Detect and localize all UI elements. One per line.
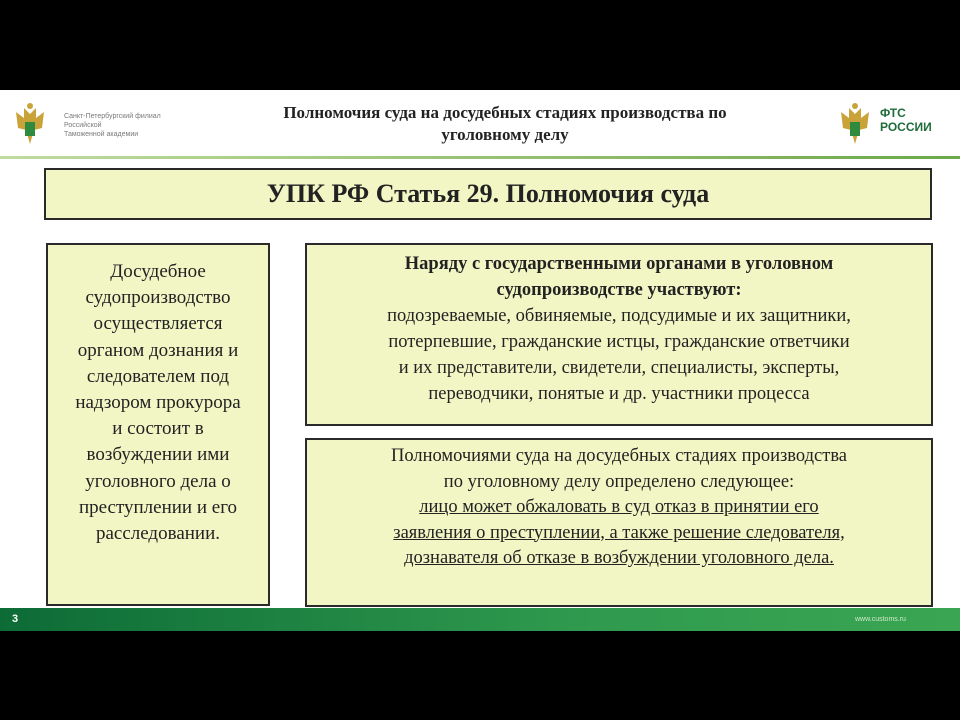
header-divider bbox=[0, 156, 960, 159]
text-line: осуществляется bbox=[93, 313, 223, 335]
footer-bar bbox=[0, 608, 960, 631]
slide-header bbox=[0, 90, 960, 158]
underlined-line: заявления о преступлении, а также решение следователя, bbox=[393, 522, 845, 543]
pretrial-definition-box bbox=[46, 243, 270, 606]
page-title-line-1: Полномочия суда на досудебных стадиях производства по bbox=[283, 103, 727, 122]
underlined-line: лицо может обжаловать в суд отказ в принятии его bbox=[419, 497, 819, 517]
text-line: переводчики, понятые и др. участники процесса bbox=[428, 384, 810, 404]
text-line: преступлении и его bbox=[78, 496, 238, 518]
footer-site: www.customs.ru bbox=[855, 616, 906, 623]
text-line: по уголовному делу определено следующее: bbox=[443, 471, 795, 492]
participants-box bbox=[305, 243, 933, 426]
text-line: уголовного дела о bbox=[85, 470, 231, 492]
text-line: судопроизводство bbox=[85, 287, 231, 309]
text-line: Полномочиями суда на досудебных стадиях производства bbox=[390, 446, 848, 466]
court-powers-box bbox=[305, 438, 933, 607]
page-number: 3 bbox=[12, 613, 19, 625]
underlined-line: дознавателя об отказе в возбуждении уголовного дела. bbox=[404, 548, 834, 568]
text-line: следователем под bbox=[86, 365, 230, 387]
participants-heading: Наряду с государственными органами в уголовном bbox=[404, 254, 834, 274]
text-line: органом дознания и bbox=[77, 339, 239, 361]
org-name: Санкт-Петербургский филиал Российской Таможенной академии bbox=[64, 113, 161, 138]
article-title: УПК РФ Статья 29. Полномочия суда bbox=[44, 168, 932, 220]
fts-logo-label: ФТС РОССИИ bbox=[880, 106, 932, 134]
text-line: Досудебное bbox=[110, 261, 206, 282]
eagle-emblem-icon bbox=[10, 100, 50, 150]
text-line: расследовании. bbox=[95, 523, 221, 545]
text-line: потерпевшие, гражданские истцы, гражданские ответчики bbox=[388, 332, 850, 352]
text-line: надзором прокурора bbox=[75, 392, 241, 414]
slide bbox=[0, 90, 960, 631]
text-line: и состоит в bbox=[112, 418, 204, 440]
participants-heading: судопроизводстве участвуют: bbox=[496, 280, 742, 300]
text-line: и их представители, свидетели, специалисты, эксперты, bbox=[398, 358, 840, 378]
text-line: возбуждении ими bbox=[86, 444, 230, 466]
page-title bbox=[215, 102, 795, 146]
eagle-emblem-icon bbox=[835, 100, 875, 150]
text-line: подозреваемые, обвиняемые, подсудимые и их защитники, bbox=[387, 306, 851, 326]
page-title-line-2: уголовному делу bbox=[441, 125, 569, 144]
